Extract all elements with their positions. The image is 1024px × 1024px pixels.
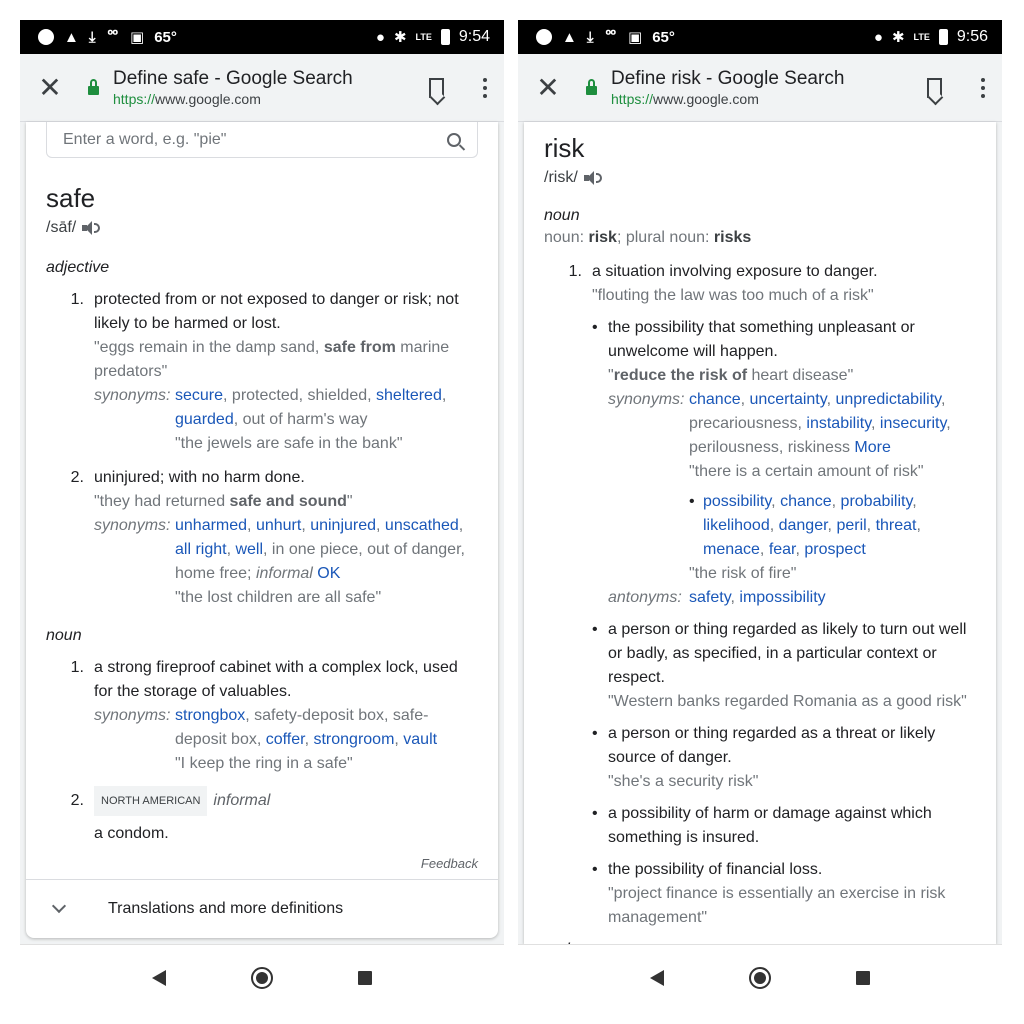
page-title: Define risk - Google Search xyxy=(611,68,845,89)
page-title: Define safe - Google Search xyxy=(113,68,353,89)
example: "eggs remain in the damp sand, safe from marine predators" xyxy=(94,339,450,380)
home-icon[interactable] xyxy=(251,967,273,989)
sub-sense: • a possibility of harm or damage against which something is insured. xyxy=(592,802,976,850)
synonym-example: "the jewels are safe in the bank" xyxy=(175,435,403,452)
battery-icon xyxy=(441,29,450,45)
battery-icon xyxy=(939,29,948,45)
synonym-link[interactable]: danger xyxy=(778,517,828,534)
home-icon[interactable] xyxy=(749,967,771,989)
navigation-bar xyxy=(20,944,504,1010)
synonym-link[interactable]: secure xyxy=(175,387,224,404)
bookmark-icon[interactable] xyxy=(927,78,942,98)
synonym-link[interactable]: uncertainty xyxy=(749,391,827,408)
example: "she's a security risk" xyxy=(608,773,759,790)
synonym-link[interactable]: unharmed xyxy=(175,517,248,534)
synonym-link[interactable]: prospect xyxy=(804,541,866,558)
custom-tab-toolbar xyxy=(20,54,504,122)
download-icon: ⤓ xyxy=(586,28,594,46)
location-icon: ● xyxy=(873,28,883,46)
definition: the possibility of financial loss. xyxy=(608,861,823,878)
synonyms-group-2: • possibility, chance, probability, likelihood, danger, peril, threat, menace, fear, prospect xyxy=(689,493,921,558)
sub-sense: • the possibility that something unpleasant or unwelcome will happen. "reduce the risk of heart disease" synonyms: chance, uncertainty, unpredictability, precariousness, instability, insecurity, perilousness, riskiness More "there is a certain amount of risk" • possibility, chance, probability, likelihood, danger, peril, threat, menace, fear, prospect "the risk of fire" antonyms: safety, impossibility xyxy=(592,316,976,610)
synonym-link[interactable]: peril xyxy=(836,517,867,534)
synonym-link[interactable]: chance xyxy=(780,493,832,510)
synonym-link[interactable]: likelihood xyxy=(703,517,770,534)
synonym-example: "I keep the ring in a safe" xyxy=(175,755,353,772)
custom-tab-toolbar xyxy=(518,54,1002,122)
more-vert-icon[interactable] xyxy=(480,78,490,98)
clock: 9:54 xyxy=(458,28,490,45)
speaker-icon[interactable] xyxy=(82,221,100,235)
download-icon: ⤓ xyxy=(88,28,96,46)
synonyms: synonyms: secure, protected, shielded, sheltered, guarded, out of harm's way xyxy=(94,387,447,428)
synonym-example: "the lost children are all safe" xyxy=(175,589,382,606)
search-input[interactable] xyxy=(63,131,447,149)
synonym-link[interactable]: OK xyxy=(317,565,341,582)
lock-icon[interactable] xyxy=(586,86,597,95)
right-screen xyxy=(518,20,1002,1010)
antonyms: antonyms: safety, impossibility xyxy=(608,589,826,606)
sense: 2. uninjured; with no harm done. "they had returned safe and sound" synonyms: unharmed, unhurt, uninjured, unscathed, all right, well, in one piece, out of danger, home free; informal OK "the lost children are all safe" xyxy=(46,466,478,610)
example: "they had returned safe and sound" xyxy=(94,493,353,510)
sense: 1. a situation involving exposure to danger. "flouting the law was too much of a risk" • the possibility that something unpleasant or unwelcome will happen. "reduce the risk of heart disease" synonyms: chance, uncertainty, unpredictability, precariousness, instability, insecurity, perilousness, riskiness More "there is a certain amount of risk" • possibility, chance, probability, likelihood, danger, peril, threat, menace, fear, prospect "the risk of fire" antonyms: safety, impossibility • a person or thing regarded as likely to turn out well or badly, as specified, in a particular context or respect. "Western banks regarded Romania as a good risk" • a person or thing regarded as a threat or likely source of danger. "she's a security risk" • a possibility of harm or damage against which something is insured. • the possibility of financial loss. "project finance is essentially an exercise in risk management" xyxy=(544,260,976,930)
definition: a condom. xyxy=(94,825,169,842)
more-definitions-label: Translations and more definitions xyxy=(108,900,344,917)
navigation-bar xyxy=(518,944,1002,1010)
synonym-link[interactable]: guarded xyxy=(175,411,234,428)
synonym-link[interactable]: coffer xyxy=(265,731,305,748)
example: "flouting the law was too much of a risk" xyxy=(592,287,874,304)
synonym-link[interactable]: strongbox xyxy=(175,707,246,724)
close-icon[interactable]: ✕ xyxy=(38,71,62,103)
more-vert-icon[interactable] xyxy=(978,78,988,98)
chevron-down-icon xyxy=(52,899,66,913)
lte-signal-icon: LTE xyxy=(415,31,432,42)
speaker-icon[interactable] xyxy=(584,171,602,185)
more-definitions-button[interactable] xyxy=(26,879,498,938)
location-icon: ● xyxy=(375,28,385,46)
page-info[interactable] xyxy=(113,67,429,108)
synonym-link[interactable]: well xyxy=(235,541,264,558)
synonym-link[interactable]: all right xyxy=(175,541,227,558)
example: "reduce the risk of heart disease" xyxy=(608,367,854,384)
recents-icon[interactable] xyxy=(358,971,372,985)
synonym-link[interactable]: menace xyxy=(703,541,760,558)
sense: 1. protected from or not exposed to danger or risk; not likely to be harmed or lost. "eggs remain in the damp sand, safe from marine predators" synonyms: secure, protected, shielded, sheltered, guarded, out of harm's way "the jewels are safe in the bank" xyxy=(46,288,478,456)
synonyms: synonyms: chance, uncertainty, unpredictability, precariousness, instability, insecurity, perilousness, riskiness More xyxy=(608,391,951,456)
headword: risk xyxy=(544,133,585,163)
part-of-speech: noun xyxy=(544,207,580,224)
status-bar xyxy=(518,20,1002,54)
region-tag: NORTH AMERICAN xyxy=(94,786,207,816)
synonym-link[interactable]: uninjured xyxy=(310,517,377,534)
definition: a person or thing regarded as likely to turn out well or badly, as specified, in a particular context or respect. xyxy=(608,621,967,686)
synonym-link[interactable]: vault xyxy=(403,731,438,748)
voicemail-icon: ᅇ xyxy=(105,28,120,46)
synonym-link[interactable]: fear xyxy=(768,541,796,558)
lte-signal-icon: LTE xyxy=(913,31,930,42)
dictionary-card xyxy=(524,122,996,944)
page-info[interactable] xyxy=(611,67,927,108)
image-icon: ▣ xyxy=(628,28,643,46)
dictionary-card xyxy=(26,122,498,938)
close-icon[interactable]: ✕ xyxy=(536,71,560,103)
recents-icon[interactable] xyxy=(856,971,870,985)
phonetic: /sāf/ xyxy=(46,218,478,238)
back-icon[interactable] xyxy=(152,970,166,986)
definition: the possibility that something unpleasant or unwelcome will happen. xyxy=(608,319,915,360)
synonym-link[interactable]: possibility xyxy=(703,493,772,510)
synonym-example: "there is a certain amount of risk" xyxy=(689,463,924,480)
example: "project finance is essentially an exercise in risk management" xyxy=(608,885,946,926)
lock-icon[interactable] xyxy=(88,86,99,95)
example: "Western banks regarded Romania as a good risk" xyxy=(608,693,967,710)
page-url: https://www.google.com xyxy=(113,91,261,107)
synonym-link[interactable]: unhurt xyxy=(255,517,302,534)
headword: safe xyxy=(46,183,96,213)
synonym-link[interactable]: unpredictability xyxy=(835,391,941,408)
synonyms: synonyms: strongbox, safety-deposit box, safe-deposit box, coffer, strongroom, vault xyxy=(94,707,438,748)
definition: a situation involving exposure to danger. xyxy=(592,263,878,280)
synonym-example: "the risk of fire" xyxy=(689,565,797,582)
sub-sense: • the possibility of financial loss. "project finance is essentially an exercise in risk management" xyxy=(592,858,976,930)
feedback-link[interactable]: Feedback xyxy=(420,856,478,871)
temperature: 65° xyxy=(154,28,177,46)
synonym-link[interactable]: instability xyxy=(806,415,872,432)
compass-icon xyxy=(536,29,552,45)
definition: a strong fireproof cabinet with a complex lock, used for the storage of valuables. xyxy=(94,659,458,700)
definition-block xyxy=(544,132,976,960)
definition: protected from or not exposed to danger or risk; not likely to be harmed or lost. xyxy=(94,291,459,332)
left-screen xyxy=(20,20,504,1010)
part-of-speech: noun xyxy=(46,627,82,644)
definition-block xyxy=(46,182,478,846)
bluetooth-icon: ✱ xyxy=(393,28,407,46)
dictionary-search[interactable] xyxy=(46,122,478,158)
synonym-link[interactable]: chance xyxy=(689,391,741,408)
navigation-icon: ▲ xyxy=(562,28,577,46)
sub-sense: • a person or thing regarded as a threat or likely source of danger. "she's a security risk" xyxy=(592,722,976,794)
synonym-link[interactable]: strongroom xyxy=(313,731,395,748)
inflections: noun: risk; plural noun: risks xyxy=(544,229,752,246)
antonym-link[interactable]: impossibility xyxy=(739,589,826,606)
back-icon[interactable] xyxy=(650,970,664,986)
sense: 2. NORTH AMERICAN informal a condom. xyxy=(46,784,478,846)
phonetic: /risk/ xyxy=(544,168,976,188)
navigation-icon: ▲ xyxy=(64,28,79,46)
temperature: 65° xyxy=(652,28,675,46)
bluetooth-icon: ✱ xyxy=(891,28,905,46)
image-icon: ▣ xyxy=(130,28,145,46)
page-url: https://www.google.com xyxy=(611,91,759,107)
synonym-link[interactable]: insecurity xyxy=(879,415,947,432)
definition: uninjured; with no harm done. xyxy=(94,469,305,486)
antonym-link[interactable]: safety xyxy=(689,589,731,606)
part-of-speech: adjective xyxy=(46,259,110,276)
voicemail-icon: ᅇ xyxy=(603,28,618,46)
compass-icon xyxy=(38,29,54,45)
register-label: informal xyxy=(213,792,271,809)
sense: 1. a strong fireproof cabinet with a complex lock, used for the storage of valuables. synonyms: strongbox, safety-deposit box, safe-deposit box, coffer, strongroom, vault "I keep the ring in a safe" xyxy=(46,656,478,776)
definition: a person or thing regarded as a threat or likely source of danger. xyxy=(608,725,936,766)
status-bar xyxy=(20,20,504,54)
search-icon[interactable] xyxy=(447,133,461,147)
bookmark-icon[interactable] xyxy=(429,78,444,98)
clock: 9:56 xyxy=(956,28,988,45)
synonym-link[interactable]: probability xyxy=(840,493,913,510)
synonym-link[interactable]: sheltered xyxy=(376,387,442,404)
definition: a possibility of harm or damage against which something is insured. xyxy=(608,805,932,846)
synonyms: synonyms: unharmed, unhurt, uninjured, unscathed, all right, well, in one piece, out of danger, home free; informal OK xyxy=(94,517,465,582)
synonym-link[interactable]: threat xyxy=(875,517,917,534)
more-synonyms-link[interactable]: More xyxy=(854,439,891,456)
synonym-link[interactable]: unscathed xyxy=(384,517,459,534)
sub-sense: • a person or thing regarded as likely to turn out well or badly, as specified, in a particular context or respect. "Western banks regarded Romania as a good risk" xyxy=(592,618,976,714)
